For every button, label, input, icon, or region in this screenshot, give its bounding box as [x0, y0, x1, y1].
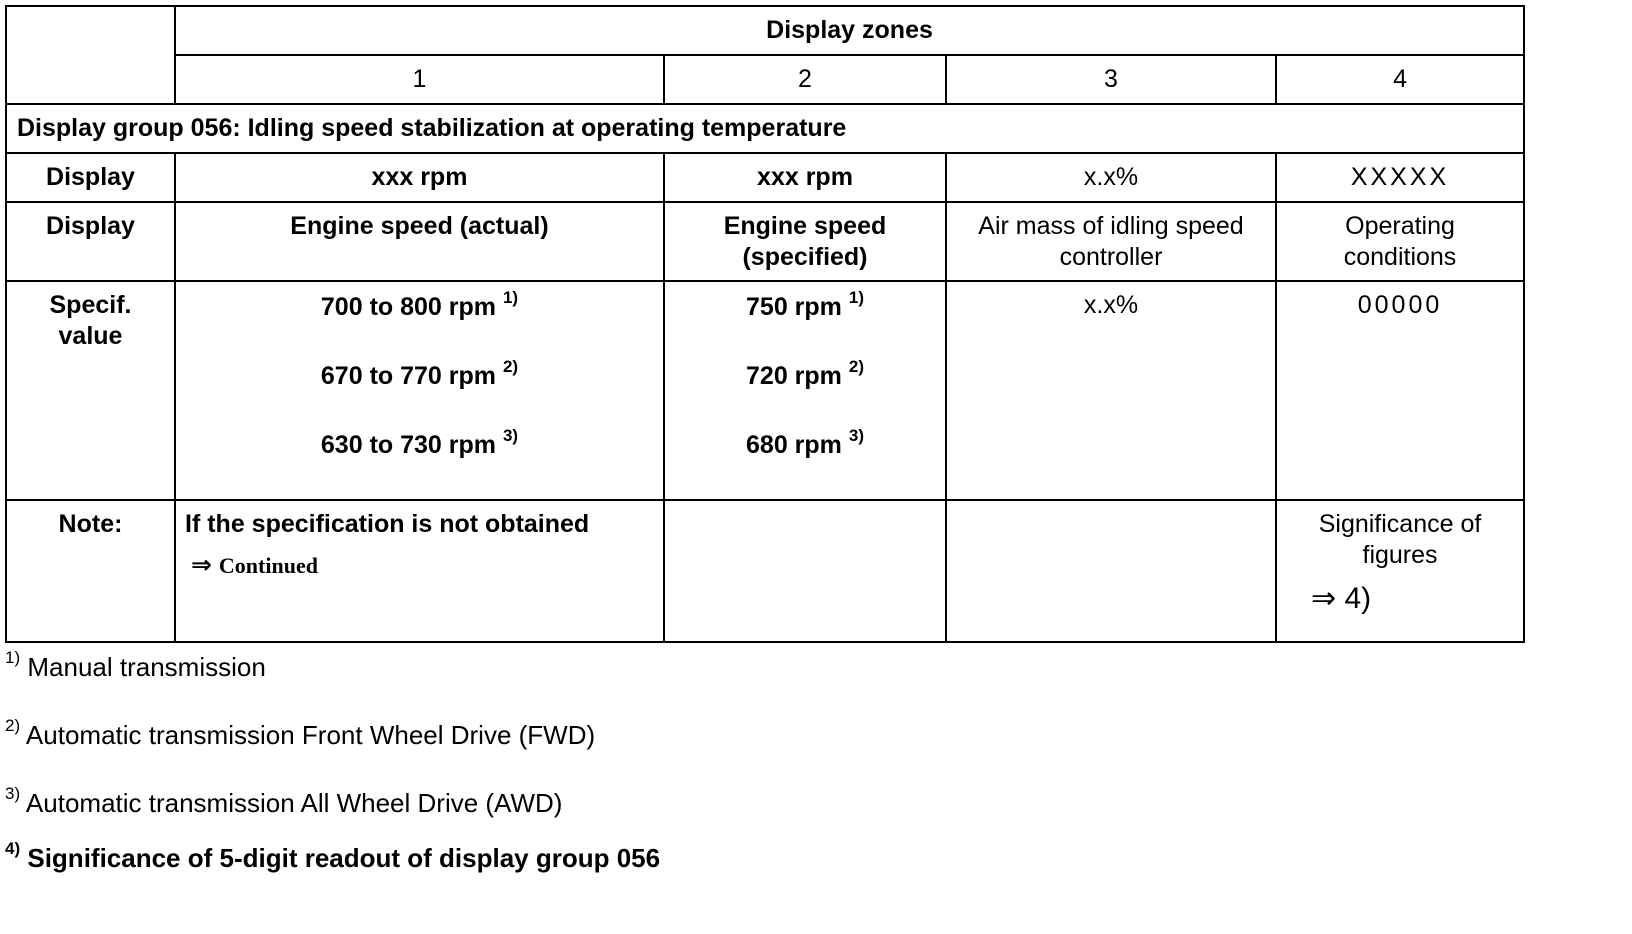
zone-3-spec: x.x% — [946, 281, 1276, 500]
zone-1-desc: Engine speed (actual) — [175, 202, 664, 281]
display-group-table — [5, 5, 1525, 643]
zone-2-desc-line1: Engine speed — [723, 212, 887, 240]
zone-4-note — [1276, 500, 1524, 642]
zone-2-note — [664, 500, 946, 642]
footnote-text: Significance of 5-digit readout of display group 056 — [27, 843, 661, 873]
spec-label-line1: Specif. — [49, 291, 132, 319]
note-text: If the specification is not obtained — [185, 510, 590, 538]
footnote-mark: 3) — [5, 784, 21, 804]
zone-3-header: 3 — [946, 55, 1276, 104]
zone-3-desc — [946, 202, 1276, 281]
continued-link[interactable]: Continued — [218, 553, 318, 578]
zone-4-spec: 00000 — [1276, 281, 1524, 500]
spec-value: 680 rpm $^{3)}$ — [746, 425, 864, 459]
display-zones-header: Display zones — [175, 6, 1524, 55]
zone-3-desc-line2: controller — [1059, 243, 1163, 271]
arrow-icon: ⇒ — [1311, 582, 1337, 615]
zone-4-header: 4 — [1276, 55, 1524, 104]
zone-2-desc-line2: (specified) — [742, 243, 868, 271]
spec-value: 670 to 770 rpm $^{2)}$ — [320, 356, 519, 390]
zone-4-note-line2: figures — [1362, 541, 1438, 569]
zone-4-desc-line2: conditions — [1343, 243, 1457, 271]
footnote-text: Automatic transmission All Wheel Drive (AWD) — [25, 788, 563, 818]
zone-2-spec — [664, 281, 946, 500]
figures-link[interactable]: 4) — [1344, 582, 1372, 615]
zone-3-display: x.x% — [946, 153, 1276, 202]
zone-4-desc-line1: Operating — [1345, 212, 1455, 240]
zone-1-note — [175, 500, 664, 642]
footnote-mark: 4) — [5, 839, 21, 859]
footnote-2 — [5, 716, 596, 750]
zone-4-desc — [1276, 202, 1524, 281]
footnote-text: Manual transmission — [27, 652, 266, 682]
spec-value: 750 rpm $^{1)}$ — [746, 287, 864, 321]
zone-2-header: 2 — [664, 55, 946, 104]
group-title: Display group 056: Idling speed stabilization at operating temperature — [6, 104, 1524, 153]
zone-2-display: xxx rpm — [664, 153, 946, 202]
zone-4-display: XXXXX — [1276, 153, 1524, 202]
spec-value: 700 to 800 rpm $^{1)}$ — [320, 287, 519, 321]
footnote-mark: 2) — [5, 716, 21, 736]
zone-1-spec — [175, 281, 664, 500]
spec-label-line2: value — [58, 322, 123, 350]
spec-value: 630 to 730 rpm $^{3)}$ — [320, 425, 519, 459]
spec-value: 720 rpm $^{2)}$ — [746, 356, 864, 390]
zone-4-note-line1: Significance of — [1318, 510, 1482, 538]
arrow-icon: ⇒ — [191, 551, 212, 579]
footnote-3 — [5, 784, 563, 818]
footnote-mark: 1) — [5, 648, 21, 668]
spec-label — [6, 281, 175, 500]
display-label: Display — [6, 153, 175, 202]
zone-3-desc-line1: Air mass of idling speed — [978, 212, 1244, 240]
footnote-4[interactable] — [5, 839, 661, 873]
zone-2-desc — [664, 202, 946, 281]
zone-1-header: 1 — [175, 55, 664, 104]
note-label: Note: — [6, 500, 175, 642]
footnote-1 — [5, 648, 266, 682]
footnote-text: Automatic transmission Front Wheel Drive (FWD) — [25, 720, 596, 750]
corner-cell — [6, 6, 175, 104]
zone-1-display: xxx rpm — [175, 153, 664, 202]
display-desc-label: Display — [6, 202, 175, 281]
zone-3-note — [946, 500, 1276, 642]
